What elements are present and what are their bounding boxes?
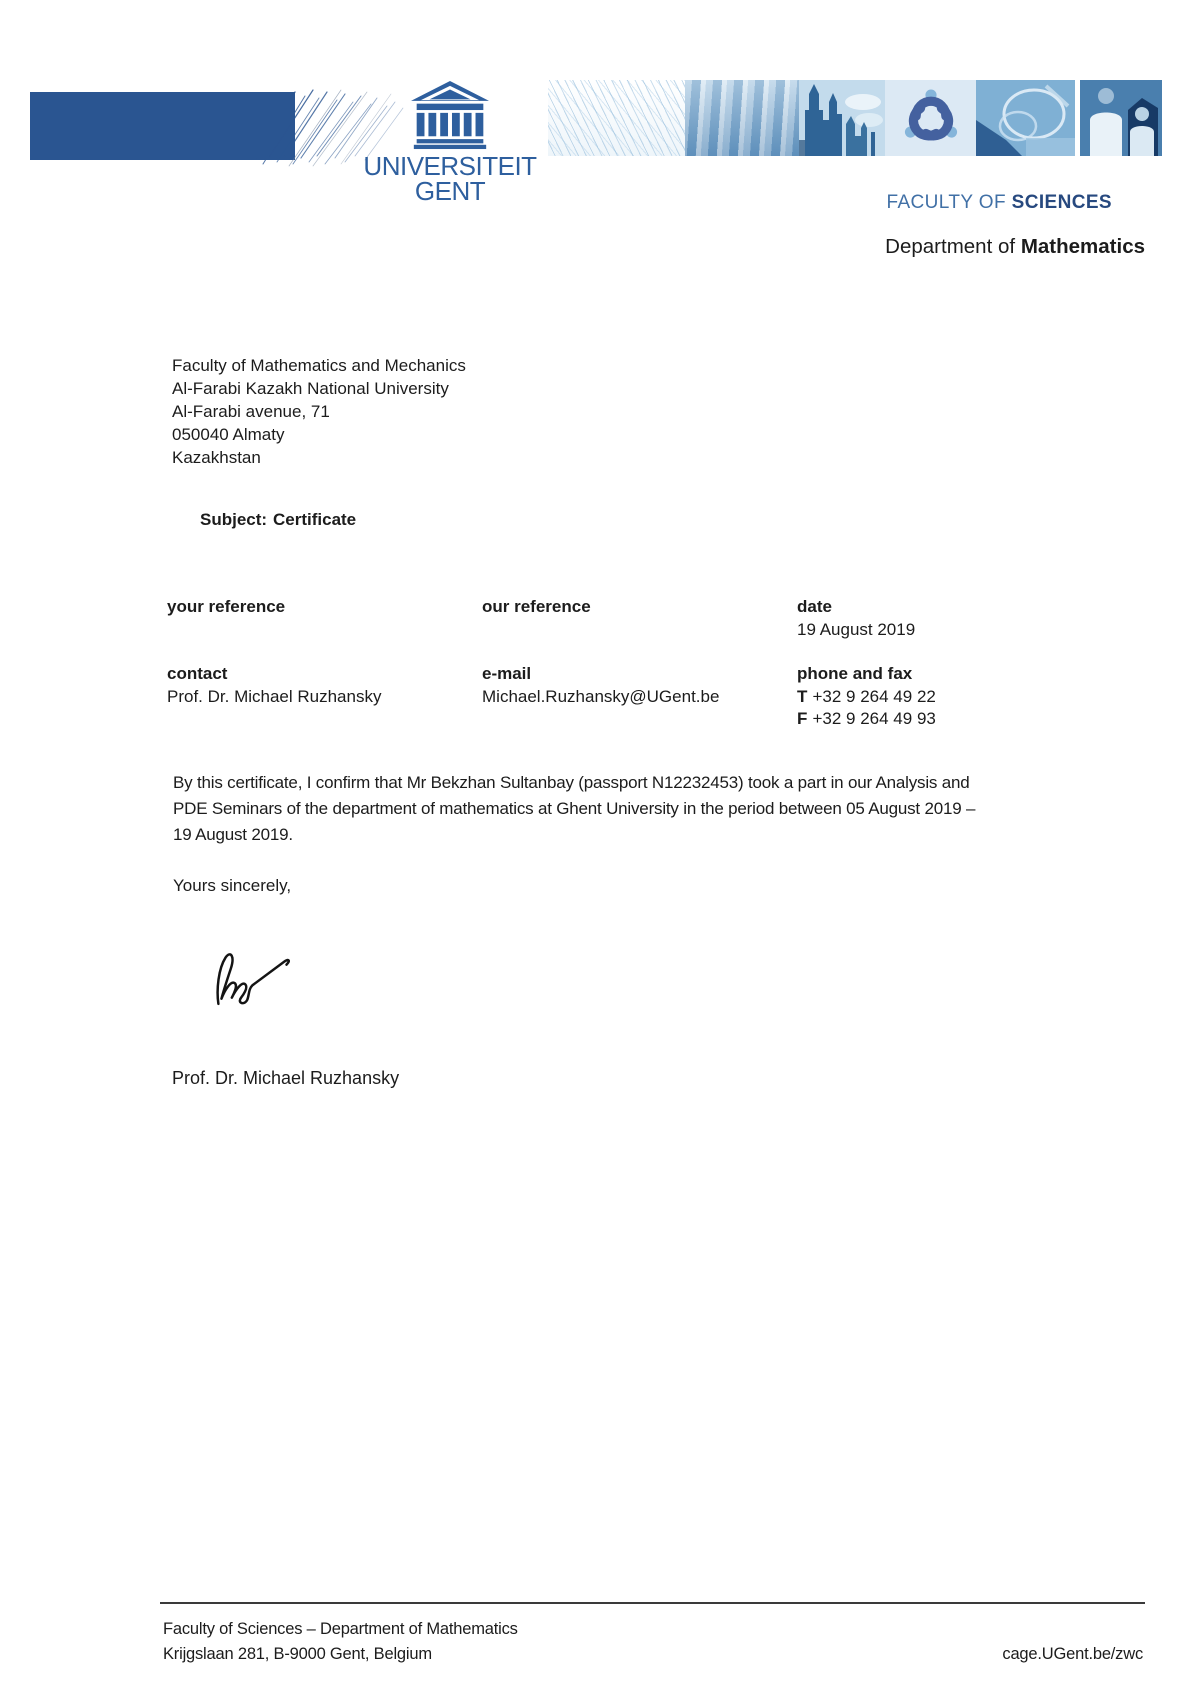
- footer-department-line: Faculty of Sciences – Department of Mathematics: [163, 1620, 518, 1638]
- email-value: Michael.Ruzhansky@UGent.be: [482, 687, 720, 706]
- faculty-of-sciences-icon: [900, 87, 962, 149]
- logo-text-universiteit: UNIVERSITEIT: [363, 151, 537, 181]
- footer-divider: [160, 1602, 1145, 1604]
- your-reference-label: your reference: [167, 597, 286, 616]
- contact-label: contact: [167, 664, 228, 683]
- collage-lab-glassware-image: [976, 80, 1075, 156]
- fax-number: +32 9 264 49 93: [812, 709, 936, 728]
- faculty-prefix-text: FACULTY OF: [886, 192, 1006, 213]
- ugent-temple-icon: [411, 80, 489, 150]
- faculty-name-text: SCIENCES: [1011, 192, 1112, 213]
- footer-address-line: Krijgslaan 281, B-9000 Gent, Belgium: [163, 1645, 432, 1663]
- department-prefix-text: Department of: [885, 235, 1016, 258]
- collage-feather-sketch-image: [548, 80, 685, 156]
- signer-name: Prof. Dr. Michael Ruzhansky: [172, 1068, 400, 1088]
- body-line: By this certificate, I confirm that Mr Bekzhan Sultanbay (passport N12232453) took a part in our Analysis and: [173, 773, 970, 792]
- collage-ghent-skyline-image: [799, 80, 885, 156]
- ugent-logo: [350, 80, 550, 204]
- collage-lab-people-image: [1080, 80, 1162, 156]
- faculty-of-sciences-heading: [887, 192, 1112, 214]
- phone-and-fax-label: phone and fax: [797, 664, 913, 683]
- fax-prefix: F: [797, 709, 808, 728]
- subject-value: Certificate: [273, 510, 357, 529]
- closing-salutation: Yours sincerely,: [173, 876, 292, 895]
- fax-value: [797, 709, 936, 729]
- phone-prefix: T: [797, 687, 808, 706]
- recipient-line: Al-Farabi avenue, 71: [172, 402, 330, 421]
- department-heading: [885, 235, 1145, 259]
- contact-value: Prof. Dr. Michael Ruzhansky: [167, 687, 382, 706]
- subject-line: [200, 510, 356, 530]
- body-line: 19 August 2019.: [173, 825, 293, 844]
- footer-website: cage.UGent.be/zwc: [1002, 1645, 1143, 1663]
- recipient-line: 050040 Almaty: [172, 425, 285, 444]
- collage-faculty-logo-tile: [885, 80, 976, 156]
- subject-label: Subject:: [200, 510, 268, 529]
- email-label: e-mail: [482, 664, 532, 683]
- date-value: 19 August 2019: [797, 620, 916, 639]
- recipient-line: Kazakhstan: [172, 448, 261, 467]
- phone-number: +32 9 264 49 22: [812, 687, 936, 706]
- logo-text-gent: GENT: [414, 176, 486, 206]
- date-label: date: [797, 597, 832, 616]
- signature-image: [210, 944, 298, 1008]
- recipient-line: Al-Farabi Kazakh National University: [172, 379, 449, 398]
- our-reference-label: our reference: [482, 597, 591, 616]
- body-line: PDE Seminars of the department of mathematics at Ghent University in the period between 05 August 2019 –: [173, 799, 976, 818]
- header-photo-collage: [548, 80, 1162, 156]
- department-name-text: Mathematics: [1020, 235, 1145, 258]
- recipient-line: Faculty of Mathematics and Mechanics: [172, 356, 466, 375]
- phone-value: [797, 687, 936, 707]
- recipient-address-block: [172, 354, 466, 469]
- certificate-body-paragraph: [173, 770, 1153, 848]
- collage-columns-image: [685, 80, 799, 156]
